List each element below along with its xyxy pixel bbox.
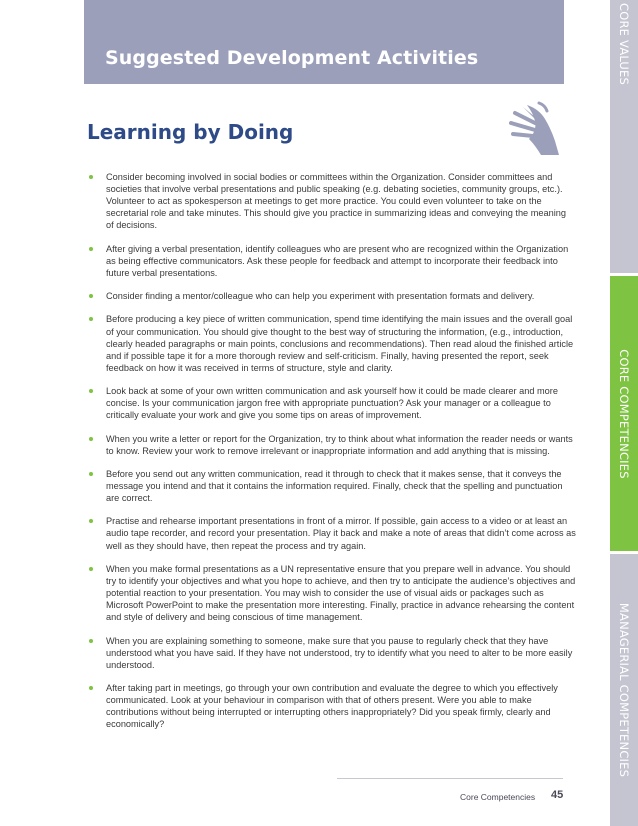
bullet-icon — [89, 389, 93, 393]
footer-section-label: Core Competencies — [460, 792, 536, 802]
list-item — [106, 468, 576, 504]
list-item — [106, 385, 576, 421]
list-item-text: When you write a letter or report for the Organization, try to think about what information the reader needs or wants to know. Review your work to remove irrelevant or inappropriate information and add anything that is missing. — [106, 433, 573, 456]
side-tabs — [610, 0, 638, 826]
list-item — [106, 682, 576, 730]
hand-icon — [505, 101, 560, 156]
list-item-text: When you are explaining something to someone, make sure that you pause to regularly check that they have understood what you have said. If they have not understood, try to identify what you need to alter to be more easily understood. — [106, 635, 573, 670]
bullet-icon — [89, 437, 93, 441]
list-item-text: Consider finding a mentor/colleague who can help you experiment with presentation formats and delivery. — [106, 291, 535, 302]
tab-core-competencies[interactable] — [610, 276, 638, 551]
bullet-icon — [89, 519, 93, 523]
list-item — [106, 515, 576, 551]
bullet-icon — [89, 567, 93, 571]
list-item — [106, 290, 576, 302]
list-item — [106, 563, 576, 623]
bullet-icon — [89, 175, 93, 179]
bullet-icon — [89, 247, 93, 251]
page-number: 45 — [551, 789, 564, 801]
list-item — [106, 313, 576, 373]
list-item-text: Before producing a key piece of written communication, spend time identifying the main issues and the overall goal of your communication. You should give thought to the best way of structuring the information, (e.g., introduction, clearly headed paragraphs or main points, conclusions and recommendations). Then read aloud the finished article and if possible tape it for a more thorough review and self-criticism. Finally, having presented the report, seek feedback on how it was received in terms of structure, style and clarity. — [106, 314, 574, 373]
list-item-text: Look back at some of your own written communication and ask yourself how it could be made clearer and more concise. Is your communication jargon free with appropriate punctuation? Ask your manager or a colleague to critically evaluate your work and give you some tips on areas of improvement. — [106, 386, 558, 421]
list-item-text: Before you send out any written communication, read it through to check that it makes sense, that it conveys the message you intend and that it contains the information required. Finally, check that the spelling and punctuation are correct. — [106, 468, 563, 504]
activity-list — [106, 171, 576, 742]
section-title: Learning by Doing — [87, 120, 294, 144]
header-title: Suggested Development Activities — [105, 47, 479, 69]
bullet-icon — [89, 472, 93, 476]
bullet-icon — [89, 294, 93, 298]
list-item-text: Practise and rehearse important presentations in front of a mirror. If possible, gain access to a video or at least an audio tape recorder, and record your presentation. Play it back and make a note of areas that didn’t come across as well as they should have, then repeat the process and try again. — [106, 516, 576, 551]
list-item — [106, 433, 576, 457]
bullet-icon — [89, 686, 93, 690]
list-item-text: After giving a verbal presentation, identify colleagues who are present who are recognized within the Organization as being effective communicators. Ask these people for feedback and attempt to incorporate their feedback into future verbal presentations. — [106, 243, 569, 278]
list-item — [106, 635, 576, 671]
tab-core-values[interactable] — [610, 0, 638, 273]
tab-label: CORE VALUES — [617, 2, 631, 86]
tab-managerial-competencies[interactable] — [610, 554, 638, 826]
list-item — [106, 243, 576, 279]
bullet-icon — [89, 639, 93, 643]
bullet-icon — [89, 317, 93, 321]
footer-divider — [337, 778, 563, 779]
tab-label: CORE COMPETENCIES — [617, 348, 631, 479]
tab-label: MANAGERIAL COMPETENCIES — [617, 602, 631, 778]
list-item-text: When you make formal presentations as a UN representative ensure that you prepare well in advance. You should try to identify your objectives and what you hope to achieve, and then try to anticipate the audience’s objectives and potential reaction to your presentation. You may wish to consider the use of visual aids or packages such as Microsoft PowerPoint to make the presentation more interesting. Finally, practice in advance rehearsing the content and style of delivery and being conscious of time management. — [106, 563, 576, 623]
list-item-text: After taking part in meetings, go through your own contribution and evaluate the degree to which you effectively communicated. Look at your behaviour in comparison with that of others present. Were you able to make contributions without being interrupted or interrupting others inappropriately? Did you speak firmly, clearly and economically? — [106, 682, 558, 730]
list-item — [106, 171, 576, 231]
list-item-text: Consider becoming involved in social bodies or committees within the Organization. Consider committees and societies that involve verbal presentations and public speaking (e.g. debating societies, community groups, etc.). Volunteer to act as spokesperson at meetings to get more practice. You could even volunteer to take on the secretarial role and take minutes. This should give you practice in summarizing ideas and conveying the meaning of decisions. — [106, 172, 566, 231]
header-band — [84, 0, 564, 84]
